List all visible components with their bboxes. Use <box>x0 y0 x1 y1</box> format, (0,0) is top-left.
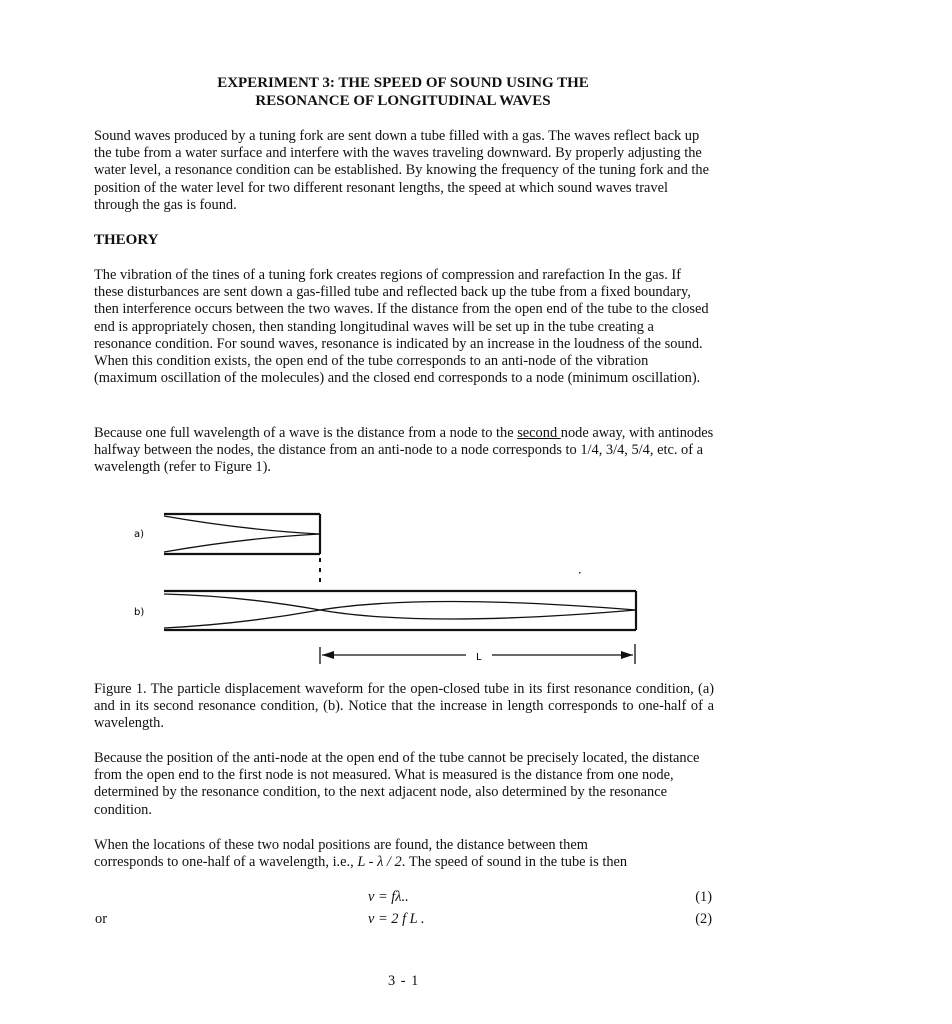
speck <box>579 572 581 574</box>
equation-2: v = 2 f L . <box>368 911 425 927</box>
figure-1-diagram <box>94 492 714 670</box>
nodal-line-1: When the locations of these two nodal positions are found, the distance between them <box>94 837 588 853</box>
or-label: or <box>95 911 107 927</box>
half-wavelength-math: L - λ / 2 <box>357 854 402 871</box>
nodal-line-2-before: corresponds to one-half of a wavelength, i.e., <box>94 854 358 871</box>
nodal-line-2-after: . The speed of sound in the tube is then <box>401 854 628 871</box>
page-number: 3 - 1 <box>388 973 420 989</box>
figure-1-caption: Figure 1. The particle displacement waveform for the open-closed tube in its first resonance condition, (a) and in its second resonance condition, (b). Notice that the increase in length corresponds to one-half of a wavelength. <box>94 681 714 732</box>
nodal-positions-paragraph <box>94 837 714 871</box>
equation-1: v = fλ.. <box>368 889 409 905</box>
document-title <box>94 74 712 110</box>
theory-p2-text-after: node away, with antinodes halfway between the nodes, the distance from an anti-node to a node corresponds to 1/4, 3/4, 5/4, etc. of a wavelength (refer to Figure 1). <box>94 425 714 476</box>
title-line-2: RESONANCE OF LONGITUDINAL WAVES <box>255 93 551 109</box>
equation-1-number: (1) <box>695 889 712 905</box>
theory-paragraph-1: The vibration of the tines of a tuning fork creates regions of compression and rarefaction In the gas. If these disturbances are sent down a gas-filled tube and reflected back up the tube from a fixed boundary, then interference occurs between the two waves. If the distance from the open end of the tube to the closed end is appropriately chosen, then standing longitudinal waves will be set up in the tube creating a resonance condition. For sound waves, resonance is indicated by an increase in the loudness of the sound. When this condition exists, the open end of the tube corresponds to an anti-node of the vibration (maximum oscillation of the molecules) and the closed end corresponds to a node (minimum oscillation). <box>94 267 709 387</box>
theory-paragraph-2 <box>94 425 714 477</box>
theory-heading: THEORY <box>94 232 159 248</box>
tube-a <box>164 514 320 554</box>
equation-2-number: (2) <box>695 911 712 927</box>
theory-p2-underlined-word: second <box>517 425 561 441</box>
figure-label-b: b) <box>134 607 145 618</box>
tube-b <box>164 591 636 630</box>
figure-label-a: a) <box>134 529 145 540</box>
theory-p2-text-before: Because one full wavelength of a wave is the distance from a node to the <box>94 425 518 441</box>
antinode-paragraph: Because the position of the anti-node at the open end of the tube cannot be precisely located, the distance from the open end to the first node is not measured. What is measured is the distance from one node, determined by the resonance condition, to the next adjacent node, also determined by the resonance condition. <box>94 750 700 818</box>
length-label: L <box>476 652 482 663</box>
title-line-1: EXPERIMENT 3: THE SPEED OF SOUND USING THE <box>217 75 589 91</box>
intro-paragraph: Sound waves produced by a tuning fork are sent down a tube filled with a gas. The waves reflect back up the tube from a water surface and interfere with the waves traveling downward. By properly adjusting the water level, a resonance condition can be established. By knowing the frequency of the tuning fork and the position of the water level for two different resonant lengths, the speed at which sound waves travel through the gas is found. <box>94 128 709 213</box>
